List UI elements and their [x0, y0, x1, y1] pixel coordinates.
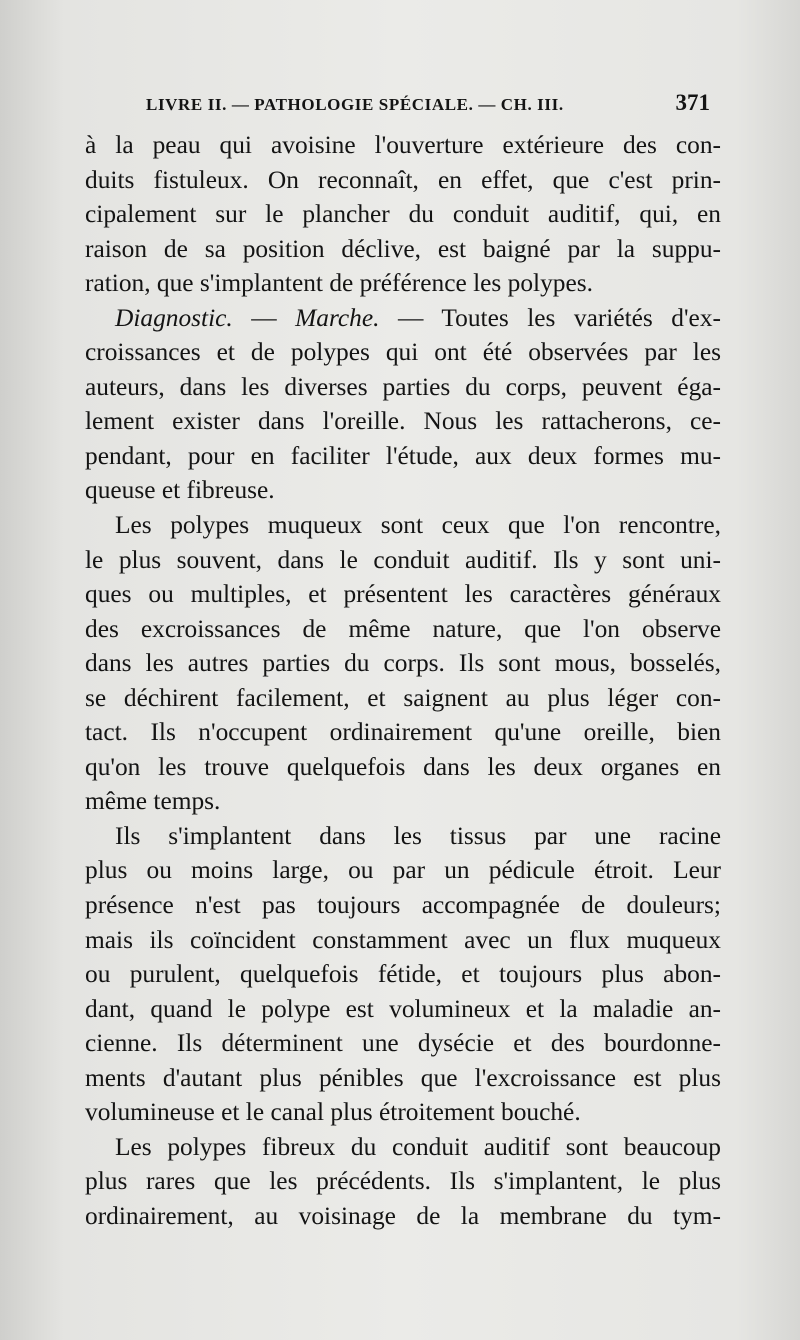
text-line: Les polypes muqueux sont ceux que l'on rencontre,: [115, 511, 721, 540]
text-line: ments d'autant plus pénibles que l'excroissance est plus: [85, 1063, 721, 1092]
heading-marche: Marche.: [295, 303, 380, 332]
text-line: dant, quand le polype est volumineux et la maladie an-: [85, 994, 721, 1023]
text-line: présence n'est pas toujours accompagnée de douleurs;: [85, 891, 721, 920]
text-line: cienne. Ils déterminent une dysécie et des bourdonne-: [85, 1029, 721, 1058]
heading-separator: —: [232, 303, 296, 332]
text-line: cipalement sur le plancher du conduit auditif, qui, en: [85, 200, 721, 229]
text-line: plus ou moins large, ou par un pédicule étroit. Leur: [85, 856, 721, 885]
text-line: volumineuse et le canal plus étroitement bouché.: [85, 1098, 581, 1127]
text-line: tact. Ils n'occupent ordinairement qu'une oreille, bien: [85, 718, 721, 747]
text-line: duits fistuleux. On reconnaît, en effet, que c'est prin-: [85, 165, 721, 194]
text-line: ques ou multiples, et présentent les caractères généraux: [85, 580, 721, 609]
text-line: même temps.: [85, 787, 221, 816]
text-line: lement exister dans l'oreille. Nous les rattacherons, ce-: [85, 407, 721, 436]
section-heading-line: [85, 301, 721, 336]
heading-line-rest: — Toutes les variétés d'ex-: [379, 303, 721, 332]
text-line: croissances et de polypes qui ont été observées par les: [85, 338, 721, 367]
text-line: Ils s'implantent dans les tissus par une racine: [115, 821, 721, 850]
page-header: [146, 90, 710, 120]
text-line: qu'on les trouve quelquefois dans les deux organes en: [85, 752, 721, 781]
text-line: queuse et fibreuse.: [85, 476, 275, 505]
page-number: 371: [675, 90, 710, 115]
text-line: le plus souvent, dans le conduit auditif. Ils y sont uni-: [85, 545, 721, 574]
text-line: se déchirent facilement, et saignent au plus léger con-: [85, 683, 721, 712]
text-line: ration, que s'implantent de préférence les polypes.: [85, 269, 593, 298]
text-line: plus rares que les précédents. Ils s'implantent, le plus: [85, 1167, 721, 1196]
heading-diagnostic: Diagnostic.: [115, 303, 233, 332]
text-line: pendant, pour en faciliter l'étude, aux deux formes mu-: [85, 441, 721, 470]
text-line: Les polypes fibreux du conduit auditif sont beaucoup: [115, 1132, 721, 1161]
body-text: [85, 128, 721, 1234]
text-line: dans les autres parties du corps. Ils sont mous, bosselés,: [85, 649, 721, 678]
text-line: des excroissances de même nature, que l'on observe: [85, 614, 721, 643]
text-line: ou purulent, quelquefois fétide, et toujours plus abon-: [85, 960, 721, 989]
text-line: mais ils coïncident constamment avec un flux muqueux: [85, 925, 721, 954]
text-line: raison de sa position déclive, est baigné par la suppu-: [85, 234, 721, 263]
running-head: LIVRE II. — PATHOLOGIE SPÉCIALE. — CH. III.: [146, 95, 564, 114]
text-line: auteurs, dans les diverses parties du corps, peuvent éga-: [85, 372, 721, 401]
text-line: ordinairement, au voisinage de la membrane du tym-: [85, 1201, 721, 1230]
text-line: à la peau qui avoisine l'ouverture extérieure des con-: [85, 131, 721, 159]
